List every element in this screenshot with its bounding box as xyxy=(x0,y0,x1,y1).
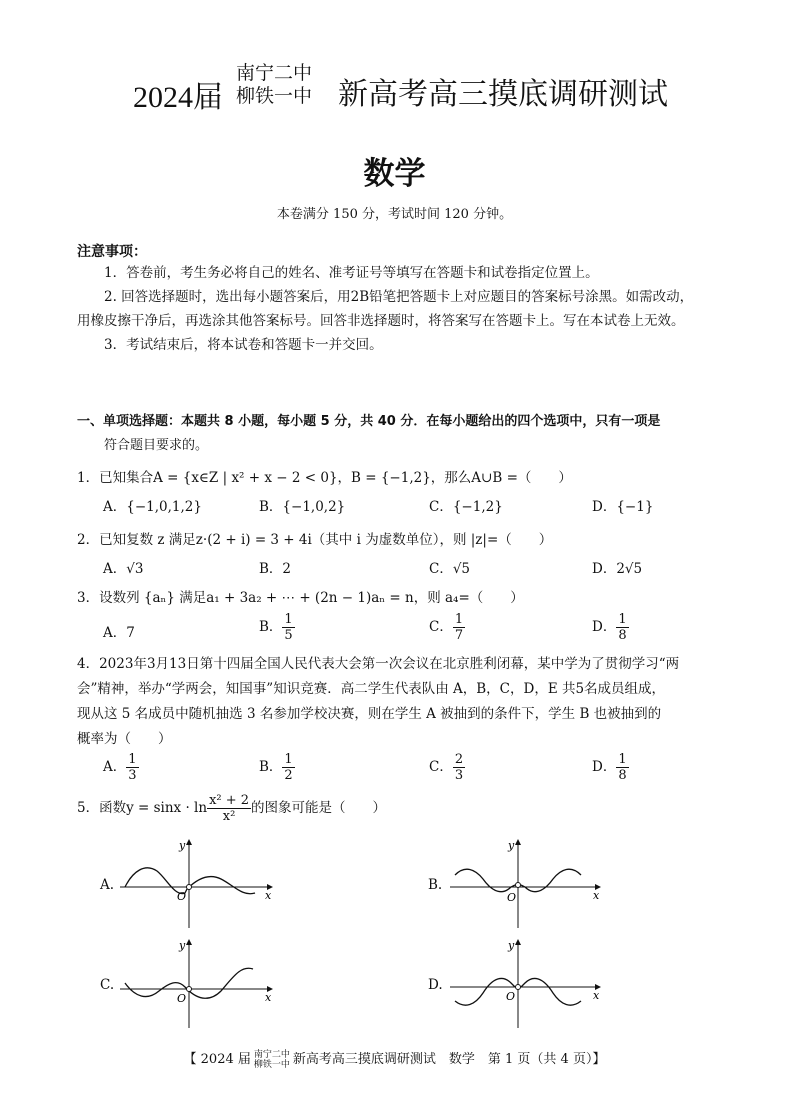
origin-label: O xyxy=(177,890,187,903)
q3-option-a: A．7 xyxy=(103,625,135,641)
q5-option-b-label: B. xyxy=(428,877,443,893)
q5-graph-b xyxy=(445,835,605,930)
q2-option-d: D．2√5 xyxy=(592,561,643,577)
notice-item-3: 3．考试结束后，将本试卷和答题卡一并交回。 xyxy=(104,337,383,353)
q2-stem: 2．已知复数 z 满足z·(2 + i) = 3 + 4i（其中 i 为虚数单位），则 |z|=（ ） xyxy=(77,532,553,548)
q5-graph-c xyxy=(115,935,275,1030)
numerator: 1 xyxy=(128,752,137,767)
numerator: 1 xyxy=(284,752,293,767)
denominator: 3 xyxy=(128,768,137,783)
q3-option-d xyxy=(592,612,629,643)
numerator: 1 xyxy=(454,612,464,627)
school-1: 南宁二中 xyxy=(236,62,313,84)
y-axis-arrow xyxy=(186,839,192,845)
q1-option-b: B．{−1,0,2} xyxy=(259,499,346,515)
q2-option-c: C．√5 xyxy=(429,561,471,577)
q5-option-a-label: A. xyxy=(100,877,115,893)
denominator: 7 xyxy=(454,628,464,643)
exam-year: 2024届 xyxy=(133,81,223,114)
section-heading: 一、单项选择题：本题共 8 小题，每小题 5 分，共 40 分．在每小题给出的四个选项中，只有一项是 xyxy=(77,414,661,429)
numerator: 1 xyxy=(284,612,293,627)
q1-option-d: D．{−1} xyxy=(592,499,654,515)
q3-stem: 3．设数列 {aₙ} 满足a₁ + 3a₂ + ⋯ + (2n − 1)aₙ = n，则 a₄=（ ） xyxy=(77,590,524,606)
q4-stem-line-4: 概率为（ ） xyxy=(77,731,172,747)
q3-option-c-label: C． xyxy=(429,619,453,635)
x-axis-label: x xyxy=(593,889,600,902)
q3-option-c-fraction xyxy=(453,612,465,643)
q4-option-b-fraction xyxy=(282,752,294,783)
origin-hole xyxy=(516,883,521,888)
q5-stem xyxy=(77,793,386,824)
y-axis-label: y xyxy=(179,839,186,852)
x-axis-label: x xyxy=(265,889,272,902)
y-axis-label: y xyxy=(508,839,515,852)
origin-hole xyxy=(187,987,192,992)
notice-item-1: 1．答卷前，考生务必将自己的姓名、准考证号等填写在答题卡和试卷指定位置上。 xyxy=(104,265,599,281)
q5-stem-post: 的图象可能是（ ） xyxy=(251,800,387,816)
y-axis-label: y xyxy=(508,939,515,952)
numerator: 1 xyxy=(618,752,627,767)
q2-option-b: B．2 xyxy=(259,561,292,577)
q4-option-a xyxy=(103,752,139,783)
page-footer xyxy=(0,1048,789,1070)
numerator: x² + 2 xyxy=(209,793,250,808)
footer-school-1: 南宁二中 xyxy=(253,1049,290,1060)
footer-post: 新高考高三摸底调研测试 数学 第 1 页（共 4 页）】 xyxy=(292,1052,606,1067)
q1-option-a: A．{−1,0,1,2} xyxy=(103,499,202,515)
q4-option-b-label: B． xyxy=(259,759,283,775)
q4-option-d-fraction xyxy=(616,752,628,783)
footer-pre: 【 2024 届 xyxy=(183,1052,251,1067)
subject-title: 数学 xyxy=(363,156,426,192)
q5-stem-fraction xyxy=(207,793,251,824)
q3-option-b-label: B． xyxy=(259,619,283,635)
denominator: 8 xyxy=(618,768,627,783)
q3-option-d-fraction xyxy=(616,612,628,643)
section-heading-cont: 符合题目要求的。 xyxy=(104,438,209,453)
q4-stem-line-2: 会”精神，举办“学两会，知国事”知识竞赛．高二学生代表队由 A，B，C，D，E 共5名成员组成， xyxy=(77,681,666,697)
origin-label: O xyxy=(507,891,517,904)
exam-title xyxy=(0,62,789,118)
denominator: 3 xyxy=(454,768,464,783)
function-curve xyxy=(125,868,255,894)
q4-option-c-label: C． xyxy=(429,759,453,775)
denominator: 8 xyxy=(618,628,627,643)
q4-option-d xyxy=(592,752,629,783)
notice-heading: 注意事项： xyxy=(77,244,147,260)
exam-main-title: 新高考高三摸底调研测试 xyxy=(338,77,668,112)
q3-option-c xyxy=(429,612,465,643)
notice-item-2-cont: 用橡皮擦干净后，再选涂其他答案标号。回答非选择题时，将答案写在答题卡上。写在本试卷上无效。 xyxy=(77,313,685,329)
origin-label: O xyxy=(506,990,516,1003)
q4-option-a-fraction xyxy=(126,752,138,783)
footer-schools xyxy=(254,1050,290,1070)
q4-option-a-label: A． xyxy=(103,759,127,775)
school-2: 柳铁一中 xyxy=(236,85,313,107)
q4-option-b xyxy=(259,752,295,783)
q4-option-d-label: D． xyxy=(592,759,617,775)
exam-info: 本卷满分 150 分，考试时间 120 分钟。 xyxy=(276,207,513,222)
denominator: 5 xyxy=(284,628,293,643)
q2-option-a: A．√3 xyxy=(103,561,144,577)
q5-stem-pre: 5．函数y = sinx · ln xyxy=(77,800,208,816)
origin-hole xyxy=(516,985,521,990)
q4-stem-line-3: 现从这 5 名成员中随机抽选 3 名参加学校决赛，则在学生 A 被抽到的条件下，学生 B 也被抽到的 xyxy=(77,706,662,722)
y-axis-arrow xyxy=(515,939,521,945)
numerator: 2 xyxy=(454,752,464,767)
origin-hole xyxy=(187,885,192,890)
q1-option-c: C．{−1,2} xyxy=(429,499,503,515)
q4-option-c-fraction xyxy=(453,752,465,783)
q4-option-c xyxy=(429,752,465,783)
q3-option-d-label: D． xyxy=(592,619,617,635)
q1-stem: 1．已知集合A = {x∈Z | x² + x − 2 < 0}，B = {−1,2}，那么A∪B =（ ） xyxy=(77,470,572,486)
denominator: 2 xyxy=(284,768,293,783)
y-axis-label: y xyxy=(179,939,186,952)
q3-option-b xyxy=(259,612,295,643)
q5-graph-a xyxy=(115,835,275,930)
school-names xyxy=(236,62,312,108)
notice-item-2: 2. 回答选择题时，选出每小题答案后，用2B铅笔把答题卡上对应题目的答案标号涂黑。如需改动， xyxy=(104,289,694,305)
q5-option-c-label: C. xyxy=(100,977,115,993)
numerator: 1 xyxy=(618,612,627,627)
y-axis-arrow xyxy=(515,839,521,845)
origin-label: O xyxy=(177,992,187,1005)
y-axis-arrow xyxy=(186,939,192,945)
q5-graph-d xyxy=(445,935,605,1030)
denominator: x² xyxy=(222,809,236,824)
q5-option-d-label: D. xyxy=(428,977,443,993)
q3-option-b-fraction xyxy=(282,612,294,643)
x-axis-label: x xyxy=(265,991,272,1004)
q4-stem-line-1: 4．2023年3月13日第十四届全国人民代表大会第一次会议在北京胜利闭幕，某中学为了贯彻学习“两 xyxy=(77,656,680,672)
footer-school-2: 柳铁一中 xyxy=(253,1059,290,1070)
x-axis-label: x xyxy=(593,989,600,1002)
